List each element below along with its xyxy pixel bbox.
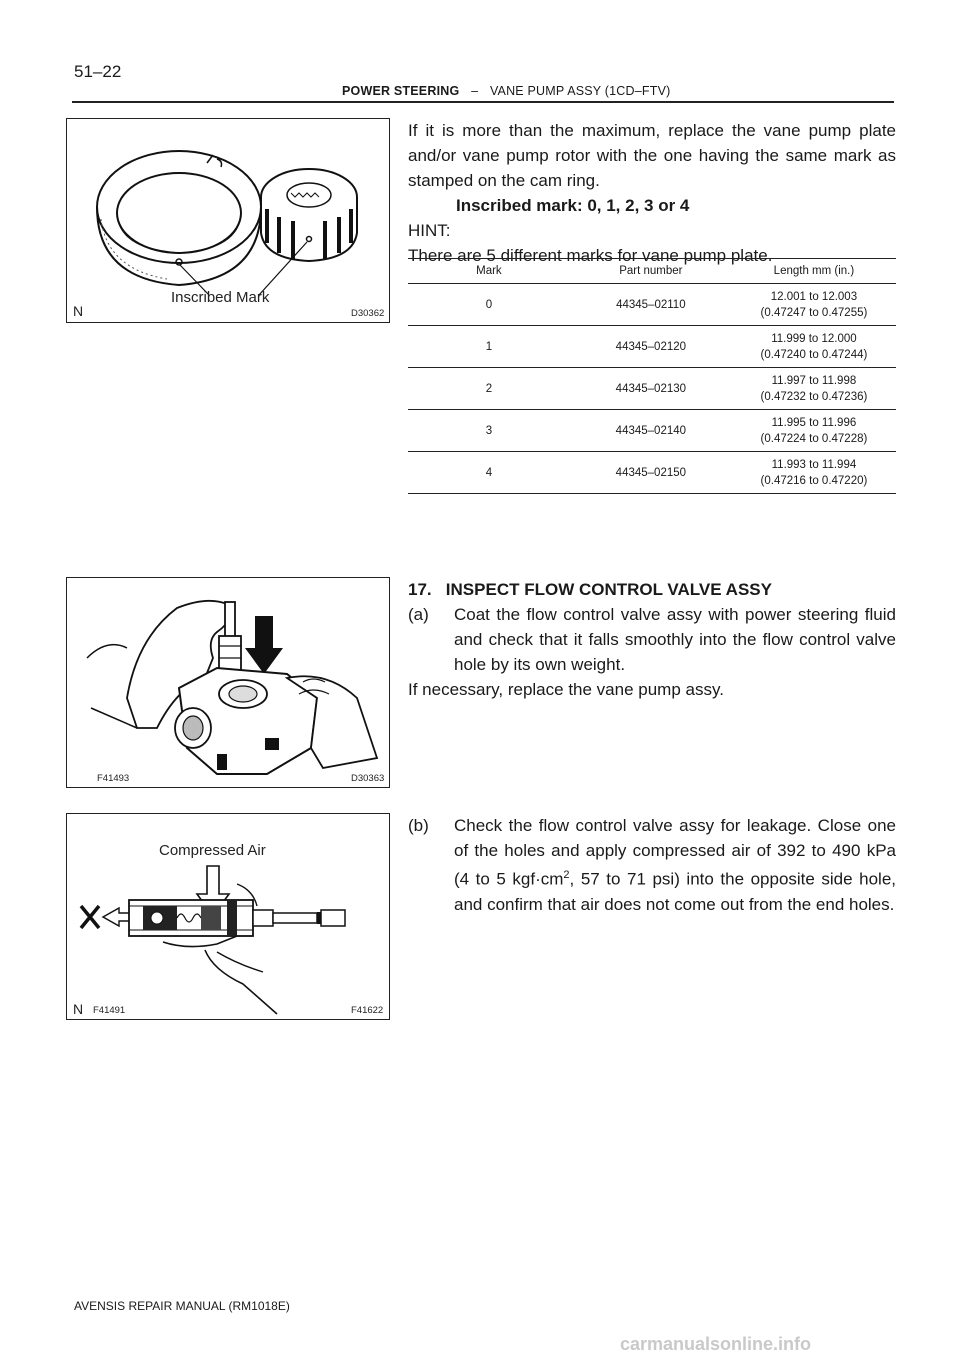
table-row (408, 452, 896, 494)
section-title: POWER STEERING (342, 84, 460, 98)
table-row (408, 284, 896, 326)
length-in: (0.47232 to 0.47236) (760, 390, 868, 403)
step-a-text: Coat the flow control valve assy with power steering fluid and check that it falls smoothly into the flow control valve hole by its own weight. (454, 605, 896, 674)
col-header-length: Length mm (in.) (732, 259, 896, 284)
cell-part-number: 44345–02140 (570, 410, 732, 452)
figure-corner-mark: N (73, 1001, 84, 1017)
header-rule (72, 101, 894, 103)
figure-code-left: F41491 (93, 1005, 126, 1016)
figure-code-right: F41622 (351, 1005, 384, 1016)
section-subtitle: VANE PUMP ASSY (1CD–FTV) (489, 84, 671, 98)
step-b-text-part1: Check the flow control valve assy for leakage. Close one of the holes and apply compressed air of 392 to 490 kPa (4 to 5 kgf·cm (454, 816, 896, 889)
step-b-text (454, 813, 896, 917)
length-in: (0.47216 to 0.47220) (760, 474, 868, 487)
length-mm: 11.999 to 12.000 (771, 332, 857, 345)
step-b-label: (b) (408, 816, 429, 835)
compressed-air-label: Compressed Air (159, 842, 266, 859)
cell-mark: 4 (408, 452, 570, 494)
cell-length (732, 368, 896, 410)
cell-mark: 2 (408, 368, 570, 410)
figure-code-left: F41493 (97, 773, 130, 784)
cell-mark: 1 (408, 326, 570, 368)
cell-length (732, 410, 896, 452)
watermark: carmanualsonline.info (620, 1334, 812, 1354)
footer-manual-title: AVENSIS REPAIR MANUAL (RM1018E) (74, 1299, 290, 1313)
figure-code-right: D30363 (351, 773, 385, 784)
step-a-label: (a) (408, 605, 429, 624)
header-separator: – (471, 84, 479, 98)
vane-plate-spec-table (408, 258, 896, 494)
intro-paragraph: If it is more than the maximum, replace the vane pump plate and/or vane pump rotor with the one having the same mark as stamped on the cam ring. (408, 121, 896, 190)
figure-corner-mark: N (73, 303, 84, 319)
inscribed-mark-label: Inscribed Mark (171, 289, 270, 306)
length-mm: 11.995 to 11.996 (771, 416, 857, 429)
col-header-mark: Mark (408, 259, 570, 284)
hint-text: There are 5 different marks for vane pump plate. (408, 246, 773, 265)
cell-length (732, 452, 896, 494)
superscript-2: 2 (563, 869, 570, 881)
inscribed-mark-spec: Inscribed mark: 0, 1, 2, 3 or 4 (456, 196, 690, 215)
length-in: (0.47247 to 0.47255) (760, 306, 868, 319)
table-row (408, 410, 896, 452)
cell-part-number: 44345–02110 (570, 284, 732, 326)
figure-code-right: D30362 (351, 308, 385, 319)
length-in: (0.47240 to 0.47244) (760, 348, 868, 361)
cell-length (732, 326, 896, 368)
length-in: (0.47224 to 0.47228) (760, 432, 868, 445)
hint-label: HINT: (408, 221, 451, 240)
flow-valve-illustration (67, 578, 389, 787)
length-mm: 12.001 to 12.003 (770, 290, 858, 303)
cell-part-number: 44345–02150 (570, 452, 732, 494)
figure-flow-valve (66, 577, 390, 788)
step-17-heading: 17. INSPECT FLOW CONTROL VALVE ASSY (408, 580, 772, 599)
table-row (408, 326, 896, 368)
cell-mark: 0 (408, 284, 570, 326)
cell-part-number: 44345–02130 (570, 368, 732, 410)
table-header-row (408, 259, 896, 284)
col-header-part-number: Part number (570, 259, 732, 284)
length-mm: 11.997 to 11.998 (771, 374, 857, 387)
header-title (342, 84, 670, 98)
cell-part-number: 44345–02120 (570, 326, 732, 368)
table-row (408, 368, 896, 410)
cell-mark: 3 (408, 410, 570, 452)
step-a-note: If necessary, replace the vane pump assy. (408, 680, 724, 699)
figure-cam-ring (66, 118, 390, 323)
length-mm: 11.993 to 11.994 (771, 458, 857, 471)
page-number: 51–22 (74, 62, 122, 81)
figure-compressed-air (66, 813, 390, 1020)
cell-length (732, 284, 896, 326)
step-b-text-part2: , 57 to 71 psi) into the opposite side hole, and confirm that air does not come out from the end holes. (454, 869, 897, 914)
